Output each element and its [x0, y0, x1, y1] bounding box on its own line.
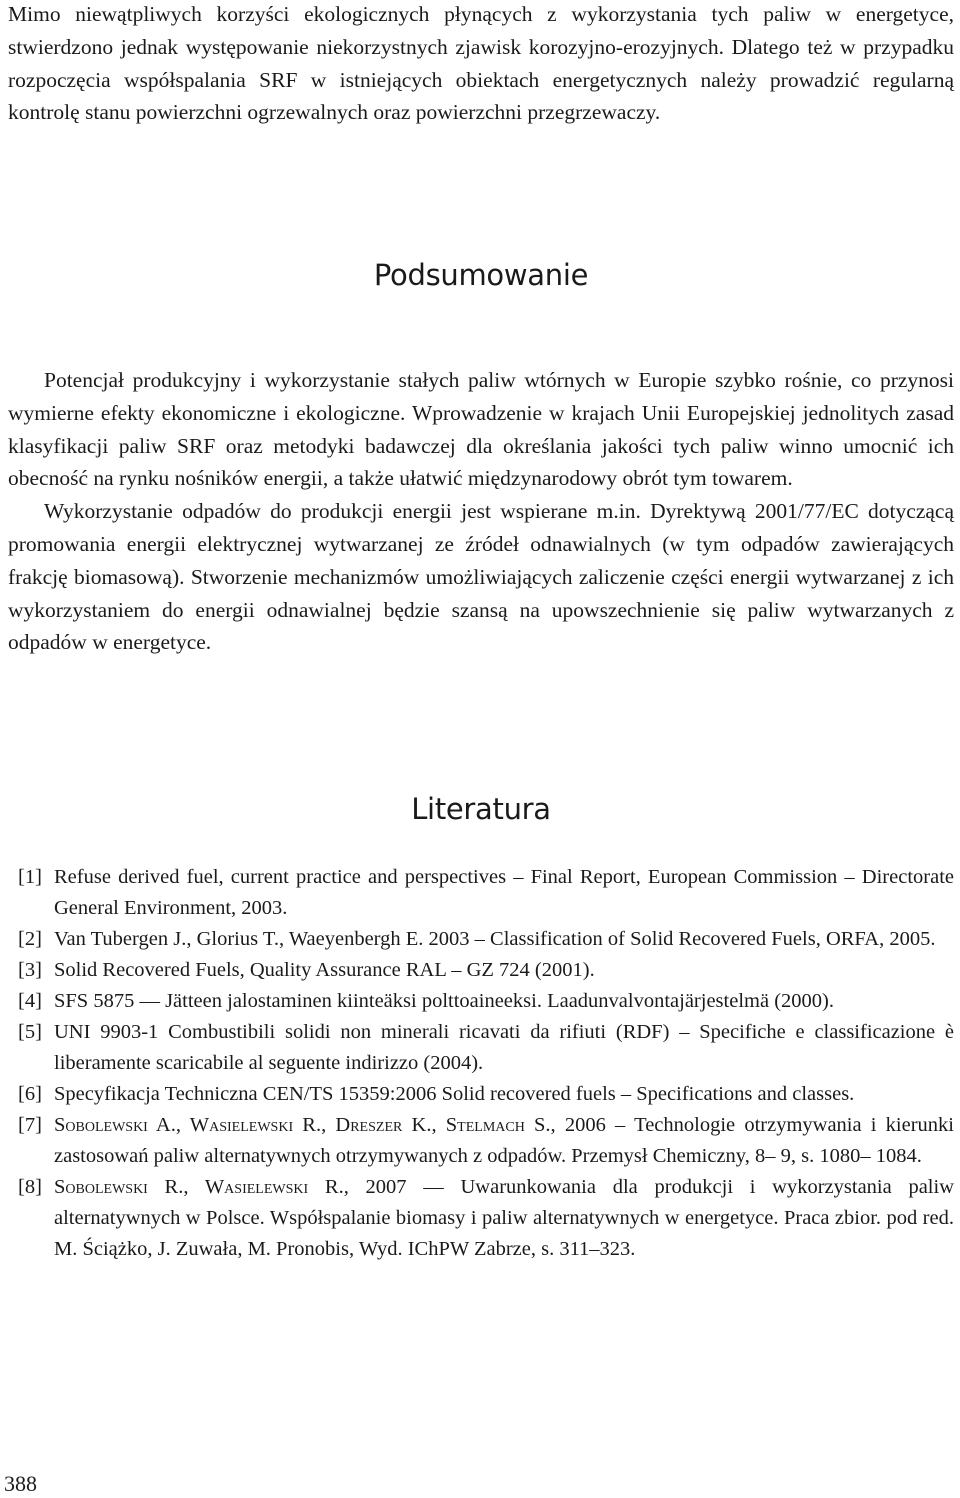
reference-authors: Sobolewski A., Wasielewski R., Dreszer K., Stelmach S. — [54, 1114, 551, 1136]
reference-authors: Sobolewski R., Wasielewski R. — [54, 1176, 344, 1198]
reference-text: SFS 5875 — Jätteen jalostaminen kiinteäksi polttoaineeksi. Laadunvalvontajärjestelmä (2000). — [54, 990, 834, 1012]
page-number: 388 — [4, 1471, 37, 1496]
reference-item — [8, 1017, 954, 1079]
intro-paragraph: Mimo niewątpliwych korzyści ekologicznych płynących z wykorzystania tych paliw w energetyce, stwierdzono jednak występowanie niekorzystnych zjawisk korozyjno-erozyjnych. Dlatego też w przypadku rozpoczęcia współspalania SRF w istniejących obiektach energetycznych należy prowadzić regularną kontrolę stanu powierzchni ogrzewalnych oraz powierzchni przegrzewaczy. — [8, 2, 954, 125]
literature-heading: Literatura — [411, 792, 551, 826]
reference-list — [8, 862, 954, 1265]
reference-number: [3] — [18, 959, 42, 981]
reference-number: [7] — [18, 1114, 42, 1136]
reference-item — [8, 924, 954, 955]
summary-section — [8, 364, 954, 659]
summary-paragraph-1: Potencjał produkcyjny i wykorzystanie stałych paliw wtórnych w Europie szybko rośnie, co przynosi wymierne efekty ekonomiczne i ekologiczne. Wprowadzenie w krajach Unii Europejskiej jednolitych zasad klasyfikacji paliw SRF oraz metodyki badawczej dla określania jakości tych paliw winno umocnić ich obecność na rynku nośników energii, a także ułatwić międzynarodowy obrót tym towarem. — [8, 368, 954, 491]
summary-heading: Podsumowanie — [373, 258, 589, 292]
reference-text: Specyfikacja Techniczna CEN/TS 15359:2006 Solid recovered fuels – Specifications and classes. — [54, 1083, 855, 1105]
reference-item — [8, 955, 954, 986]
reference-text: , 2006 – Technologie otrzymywania i kierunki zastosowań paliw alternatywnych otrzymywanych z odpadów. Przemysł Chemiczny, 8– 9, s. 1080– 1084. — [54, 1114, 954, 1167]
reference-item — [8, 1172, 954, 1265]
reference-number: [6] — [18, 1083, 42, 1105]
reference-item — [8, 1079, 954, 1110]
reference-text: UNI 9903-1 Combustibili solidi non minerali ricavati da rifiuti (RDF) – Specifiche e classificazione è liberamente scaricabile al seguente indirizzo (2004). — [54, 1021, 954, 1074]
reference-item — [8, 986, 954, 1017]
reference-item — [8, 1110, 954, 1172]
reference-number: [8] — [18, 1176, 42, 1198]
reference-number: [2] — [18, 928, 42, 950]
reference-number: [4] — [18, 990, 42, 1012]
reference-number: [1] — [18, 866, 42, 888]
reference-text: Van Tubergen J., Glorius T., Waeyenbergh E. 2003 – Classification of Solid Recovered Fuels, ORFA, 2005. — [54, 928, 936, 950]
reference-text: Refuse derived fuel, current practice and perspectives – Final Report, European Commission – Directorate General Environment, 2003. — [54, 866, 954, 919]
reference-number: [5] — [18, 1021, 42, 1043]
reference-text: , 2007 — Uwarunkowania dla produkcji i wykorzystania paliw alternatywnych w Polsce. Współspalanie biomasy i paliw alternatywnych w energetyce. Praca zbior. pod red. M. Ściążko, J. Zuwała, M. Pronobis, Wyd. IChPW Zabrze, s. 311–323. — [54, 1176, 954, 1260]
summary-paragraph-2: Wykorzystanie odpadów do produkcji energii jest wspierane m.in. Dyrektywą 2001/77/EC dotyczącą promowania energii elektrycznej wytwarzanej ze źródeł odnawialnych (w tym odpadów zawierających frakcję biomasową). Stworzenie mechanizmów umożliwiających zaliczenie części energii wytwarzanej z ich wykorzystaniem do energii odnawialnej będzie szansą na upowszechnienie się paliw wytwarzanych z odpadów w energetyce. — [8, 499, 954, 655]
reference-item — [8, 862, 954, 924]
reference-text: Solid Recovered Fuels, Quality Assurance RAL – GZ 724 (2001). — [54, 959, 595, 981]
